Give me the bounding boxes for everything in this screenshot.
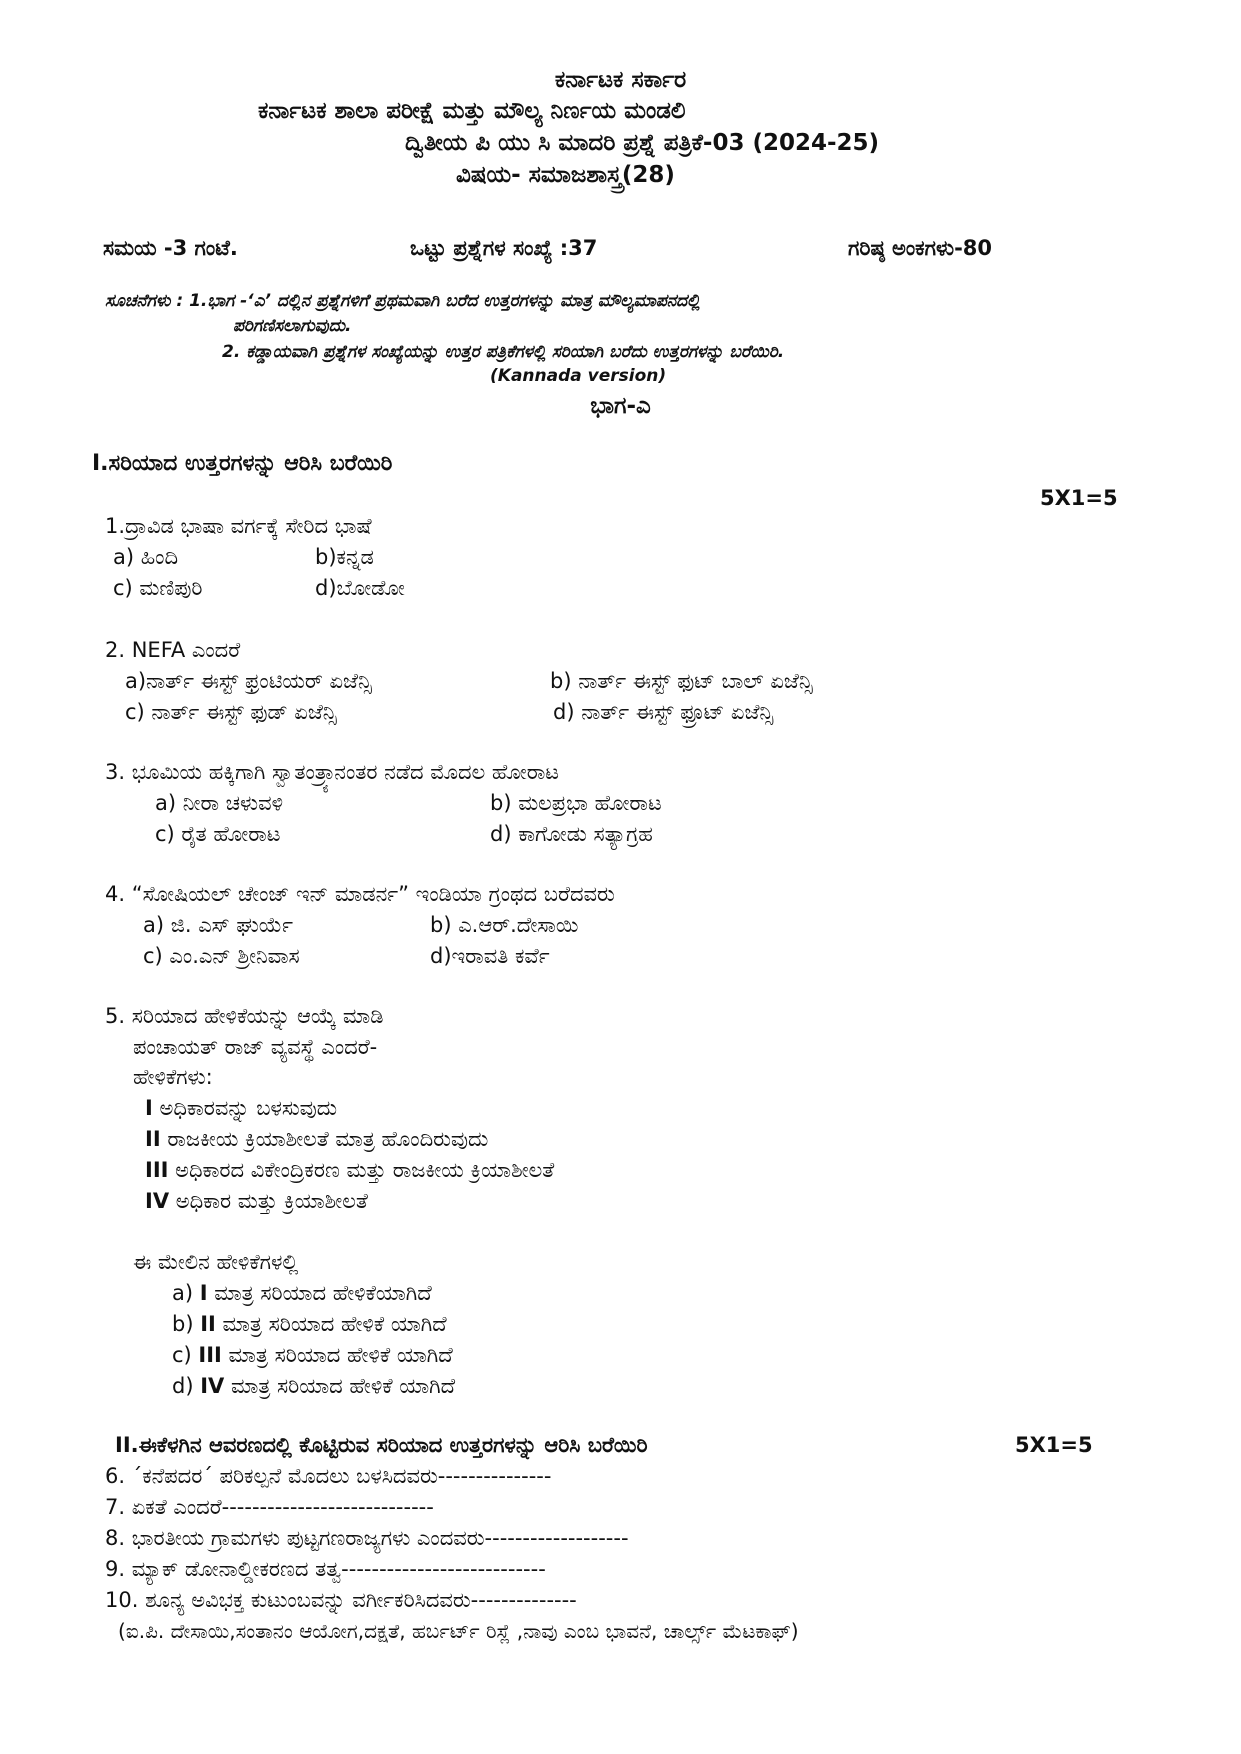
instructions-line-1: ಸೂಚನೆಗಳು : 1.ಭಾಗ -‘ಎ’ ದಲ್ಲಿನ ಪ್ರಶ್ನೆಗಳಿಗೆ ಪ್ರಥಮವಾಗಿ ಬರೆದ ಉತ್ತರಗಳನ್ನು ಮಾತ್ರ ಮೌಲ್ಯಮಾಪನದಲ್ಲಿ xyxy=(105,291,701,311)
q5-statement-1: I ಅಧಿಕಾರವನ್ನು ಬಳಸುವುದು xyxy=(145,1096,338,1120)
q3-option-b: b) ಮಲಪ್ರಭಾ ಹೋರಾಟ xyxy=(490,791,662,815)
q3-text: 3. ಭೂಮಿಯ ಹಕ್ಕಿಗಾಗಿ ಸ್ವಾತಂತ್ರ್ಯಾನಂತರ ನಡೆದ ಮೊದಲ ಹೋರಾಟ xyxy=(105,760,559,784)
q4-option-a: a) ಜಿ. ಎಸ್ ಘುರ್ಯೆ xyxy=(143,913,293,937)
q5-among: ಈ ಮೇಲಿನ ಹೇಳಿಕೆಗಳಲ್ಲಿ xyxy=(133,1250,299,1274)
q7-text: 7. ಏಕತೆ ಎಂದರೆ---------------------------- xyxy=(105,1495,434,1519)
q3-option-c: c) ರೈತ ಹೋರಾಟ xyxy=(155,822,281,846)
q5-statement-2: II ರಾಜಕೀಯ ಕ್ರಿಯಾಶೀಲತೆ ಮಾತ್ರ ಹೊಂದಿರುವುದು xyxy=(145,1127,489,1151)
instructions-line-2: ಪರಿಗಣಿಸಲಾಗುವುದು. xyxy=(233,316,352,336)
q1-option-a: a) ಹಿಂದಿ xyxy=(113,545,179,569)
header-subject: ವಿಷಯ- ಸಮಾಜಶಾಸ್ತ್ರ(28) xyxy=(456,162,675,188)
q2-option-b: b) ನಾರ್ತ್ ಈಸ್ಟ್ ಫುಟ್ ಬಾಲ್ ಏಜೆನ್ಸಿ xyxy=(550,669,813,693)
q9-text: 9. ಮ್ಯಾಕ್ ಡೋನಾಲ್ಡೀಕರಣದ ತತ್ವ--------------------------- xyxy=(105,1557,546,1581)
q5-option-d: d) IV ಮಾತ್ರ ಸರಿಯಾದ ಹೇಳಿಕೆ ಯಾಗಿದೆ xyxy=(172,1374,456,1398)
q10-text: 10. ಶೂನ್ಯ ಅವಿಭಕ್ತ ಕುಟುಂಬವನ್ನು ವರ್ಗೀಕರಿಸಿದವರು-------------- xyxy=(105,1588,577,1612)
version-label: (Kannada version) xyxy=(490,366,667,386)
q2-option-c: c) ನಾರ್ತ್ ಈಸ್ಟ್ ಫುಡ್ ಏಜೆನ್ಸಿ xyxy=(125,700,337,724)
exam-time: ಸಮಯ -3 ಗಂಟೆ. xyxy=(103,236,238,260)
q5-subtext: ಪಂಚಾಯತ್ ರಾಜ್ ವ್ಯವಸ್ಥೆ ಎಂದರೆ- xyxy=(133,1035,378,1059)
q5-statements-label: ಹೇಳಿಕೆಗಳು: xyxy=(133,1065,213,1089)
section-2-options: (ಐ.ಪಿ. ದೇಸಾಯಿ,ಸಂತಾನಂ ಆಯೋಗ,ದಕ್ಷತೆ, ಹರ್ಬರ್ಟ್ ರಿಸ್ಲೆ ,ನಾವು ಎಂಬ ಭಾವನೆ, ಚಾರ್ಲ್ಸ್ ಮೆಟಕಾಫ್) xyxy=(118,1619,799,1643)
q4-option-d: d)ಇರಾವತಿ ಕರ್ವೆ xyxy=(430,944,550,968)
q5-option-a: a) I ಮಾತ್ರ ಸರಿಯಾದ ಹೇಳಿಕೆಯಾಗಿದೆ xyxy=(172,1281,432,1305)
q1-option-b: b)ಕನ್ನಡ xyxy=(315,545,374,569)
q5-statement-3: III ಅಧಿಕಾರದ ವಿಕೇಂದ್ರಿಕರಣ ಮತ್ತು ರಾಜಕೀಯ ಕ್ರಿಯಾಶೀಲತೆ xyxy=(145,1158,555,1182)
section-1-marks: 5X1=5 xyxy=(1040,486,1118,510)
q1-text: 1.ದ್ರಾವಿಡ ಭಾಷಾ ವರ್ಗಕ್ಕೆ ಸೇರಿದ ಭಾಷೆ xyxy=(105,514,372,538)
q2-option-d: d) ನಾರ್ತ್ ಈಸ್ಟ್ ಫ್ರೂಟ್ ಏಜೆನ್ಸಿ xyxy=(553,700,774,724)
header-board: ಕರ್ನಾಟಕ ಶಾಲಾ ಪರೀಕ್ಷೆ ಮತ್ತು ಮೌಲ್ಯ ನಿರ್ಣಯ ಮಂಡಲಿ xyxy=(258,98,686,124)
q5-statement-4: IV ಅಧಿಕಾರ ಮತ್ತು ಕ್ರಿಯಾಶೀಲತೆ xyxy=(145,1189,368,1213)
q8-text: 8. ಭಾರತೀಯ ಗ್ರಾಮಗಳು ಪುಟ್ಟಗಣರಾಜ್ಯಗಳು ಎಂದವರು------------------- xyxy=(105,1526,629,1550)
part-title: ಭಾಗ-ಎ xyxy=(590,393,651,419)
q4-text: 4. “ಸೋಷಿಯಲ್ ಚೇಂಜ್ ಇನ್ ಮಾಡರ್ನ” ಇಂಡಿಯಾ ಗ್ರಂಥದ ಬರೆದವರು xyxy=(105,882,615,906)
header-paper-title: ದ್ವಿತೀಯ ಪಿ ಯು ಸಿ ಮಾದರಿ ಪ್ರಶ್ನೆ ಪತ್ರಿಕೆ-03 (2024-25) xyxy=(405,130,880,156)
q2-text: 2. NEFA ಎಂದರೆ xyxy=(105,638,241,662)
max-marks: ಗರಿಷ್ಠ ಅಂಕಗಳು-80 xyxy=(848,236,993,260)
q5-option-c: c) III ಮಾತ್ರ ಸರಿಯಾದ ಹೇಳಿಕೆ ಯಾಗಿದೆ xyxy=(172,1343,453,1367)
header-government: ಕರ್ನಾಟಕ ಸರ್ಕಾರ xyxy=(554,67,687,93)
q1-option-d: d)ಬೋಡೋ xyxy=(315,576,405,600)
q6-text: 6. ´ಕನೆಪದರ´ ಪರಿಕಲ್ಪನೆ ಮೊದಲು ಬಳಸಿದವರು--------------- xyxy=(105,1464,552,1488)
instructions-line-3: 2. ಕಡ್ಡಾಯವಾಗಿ ಪ್ರಶ್ನೆಗಳ ಸಂಖ್ಯೆಯನ್ನು ಉತ್ತರ ಪತ್ರಿಕೆಗಳಲ್ಲಿ ಸರಿಯಾಗಿ ಬರೆದು ಉತ್ತರಗಳನ್ನು ಬರೆಯಿರಿ. xyxy=(222,342,785,362)
q5-text: 5. ಸರಿಯಾದ ಹೇಳಿಕೆಯನ್ನು ಆಯ್ಕೆ ಮಾಡಿ xyxy=(105,1004,384,1028)
q2-option-a: a)ನಾರ್ತ್ ಈಸ್ಟ್ ಫ್ರಂಟಿಯರ್ ಏಜೆನ್ಸಿ xyxy=(125,669,372,693)
q1-option-c: c) ಮಣಿಪುರಿ xyxy=(113,576,203,600)
q3-option-a: a) ನೀರಾ ಚಳುವಳಿ xyxy=(155,791,284,815)
q4-option-b: b) ಎ.ಆರ್.ದೇಸಾಯಿ xyxy=(430,913,579,937)
q5-option-b: b) II ಮಾತ್ರ ಸರಿಯಾದ ಹೇಳಿಕೆ ಯಾಗಿದೆ xyxy=(172,1312,447,1336)
q3-option-d: d) ಕಾಗೋಡು ಸತ್ಯಾಗ್ರಹ xyxy=(490,822,653,846)
section-2-marks: 5X1=5 xyxy=(1015,1433,1093,1457)
section-2-title: II.ಈಕೆಳಗಿನ ಆವರಣದಲ್ಲಿ ಕೊಟ್ಟಿರುವ ಸರಿಯಾದ ಉತ್ತರಗಳನ್ನು ಆರಿಸಿ ಬರೆಯಿರಿ xyxy=(115,1433,648,1457)
q4-option-c: c) ಎಂ.ಎನ್ ಶ್ರೀನಿವಾಸ xyxy=(143,944,300,968)
total-questions: ಒಟ್ಟು ಪ್ರಶ್ನೆಗಳ ಸಂಖ್ಯೆ :37 xyxy=(410,236,598,260)
section-1-title: I.ಸರಿಯಾದ ಉತ್ತರಗಳನ್ನು ಆರಿಸಿ ಬರೆಯಿರಿ xyxy=(92,451,393,476)
